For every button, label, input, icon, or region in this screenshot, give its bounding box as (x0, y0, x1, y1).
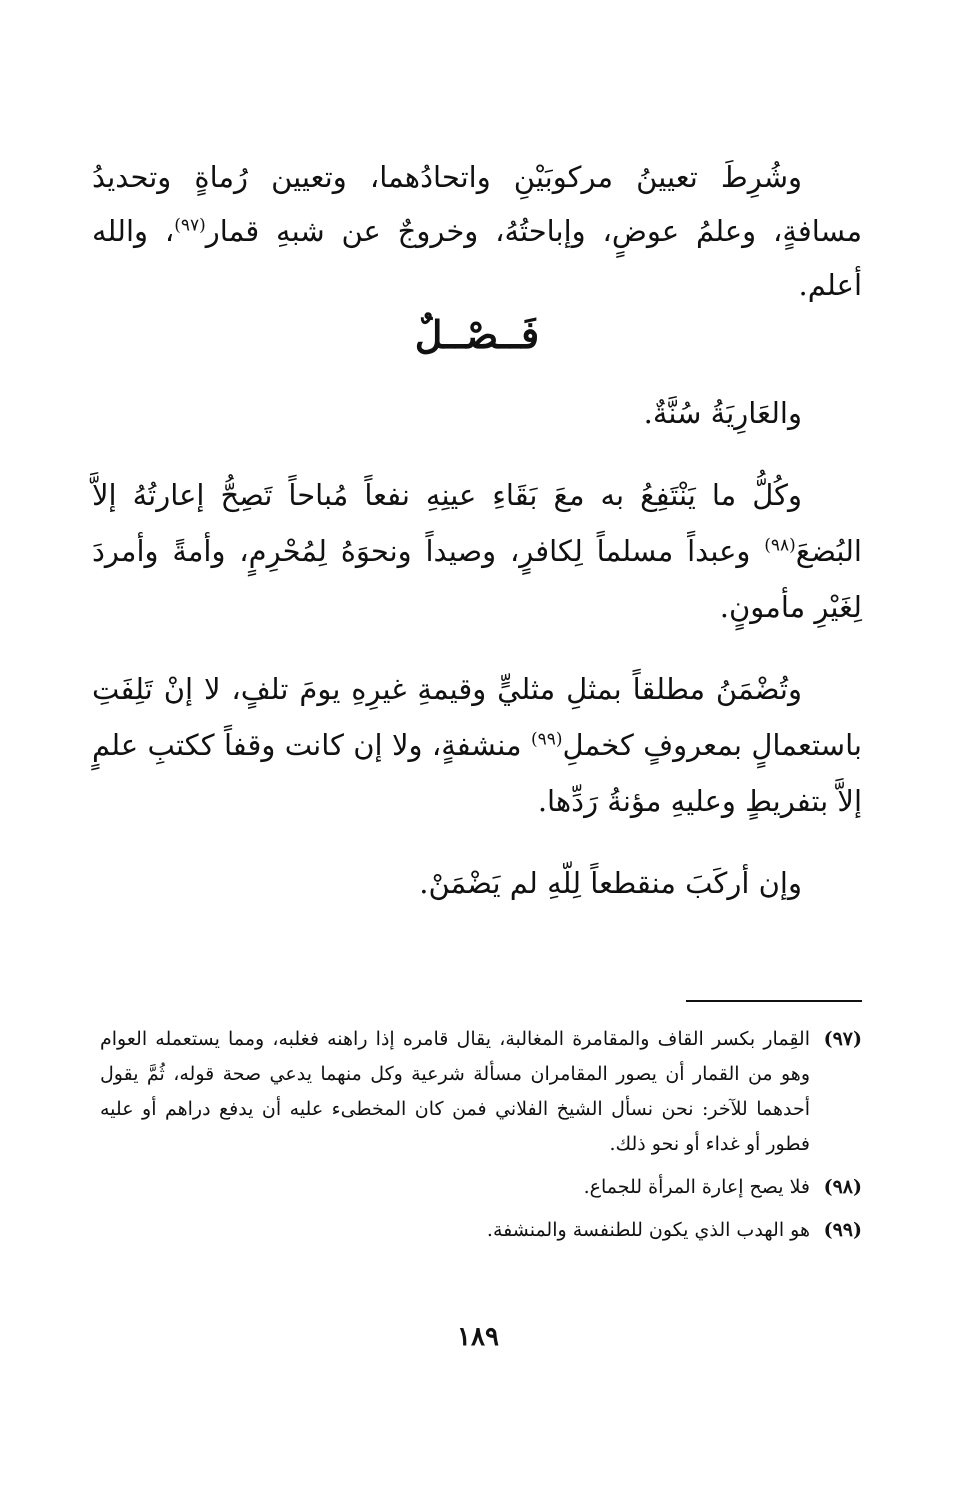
opening-paragraph (92, 150, 862, 312)
footnote-text: فلا يصح إعارة المرأة للجماع. (583, 1176, 810, 1198)
liability-text-end: منشفةٍ، ولا إن كانت وقفاً ككتبِ علمٍ إلاَّ بتفريطٍ وعليهِ مؤنةُ رَدِّها. (92, 728, 862, 818)
footnote-number: (٩٧) (823, 1028, 862, 1050)
paragraph-riding: وإن أركَبَ منقطعاً لِلّهِ لم يَضْمَنْ. (419, 866, 802, 900)
footnote-text: هو الهدب الذي يكون للطنفسة والمنشفة. (486, 1219, 810, 1241)
paragraph-lending (92, 467, 862, 635)
paragraph-ariya: والعَارِيَةُ سُنَّةٌ. (643, 396, 802, 430)
footnote-text: القِمار بكسر القاف والمقامرة المغالبة، يقال قامره إذا راهنه فغلبه، ومما يستعمله العوام وهو من القمار أن يصور المقامران مسألة شرعية وكل منهما يدعي صحة قوله، ثُمَّ يقول أحدهما للآخر: نحن نسأل الشيخ الفلاني فمن كان المخطىء عليه أن يدفع دراهم أو عليه فطور أو غداء أو نحو ذلك. (100, 1028, 810, 1155)
section-heading: فَــصْــلٌ (414, 312, 540, 357)
opening-text: وشُرِطَ تعيينُ مركوبَيْنِ واتحادُهما، وتعيين رُماةٍ وتحديدُ مسافةٍ، وعلمُ عوضٍ، وإباحتُهُ، وخروجٌ عن شبهِ قمار (92, 160, 863, 248)
footnote-99 (100, 1213, 862, 1248)
footnote-separator (686, 1000, 862, 1002)
lending-text: وكُلُّ ما يَنْتَفِعُ به معَ بَقَاءِ عينِهِ نفعاً مُباحاً تَصِحُّ إعارتُهُ إلاَّ البُضعَ (92, 478, 862, 568)
page-number: ١٨٩ (457, 1322, 499, 1352)
footnote-ref-98[interactable]: (٩٨) (764, 535, 796, 556)
footnote-97 (100, 1022, 862, 1162)
opening-text-end: ، والله أعلم. (92, 214, 862, 302)
footnotes (100, 1022, 862, 1248)
footnote-number: (٩٨) (823, 1176, 862, 1198)
lending-text-end: وعبداً مسلماً لِكافرٍ، وصيداً ونحوَهُ لِمُحْرِمٍ، وأمةً وأمردَ لِغَيْرِ مأمونٍ. (92, 534, 862, 624)
paragraph-liability (92, 661, 862, 829)
footnote-number: (٩٩) (823, 1219, 862, 1241)
opening-paragraph-block (92, 150, 862, 312)
footnote-98 (100, 1170, 862, 1205)
footnote-ref-99[interactable]: (٩٩) (530, 729, 563, 750)
section-body (92, 385, 862, 911)
footnote-ref-97[interactable]: (٩٧) (174, 215, 206, 236)
liability-text: وتُضْمَنُ مطلقاً بمثلِ مثليٍّ وقيمةِ غيرِهِ يومَ تلفٍ، لا إنْ تَلِفَتِ باستعمالٍ بمعروفٍ كخملِ (92, 672, 862, 762)
